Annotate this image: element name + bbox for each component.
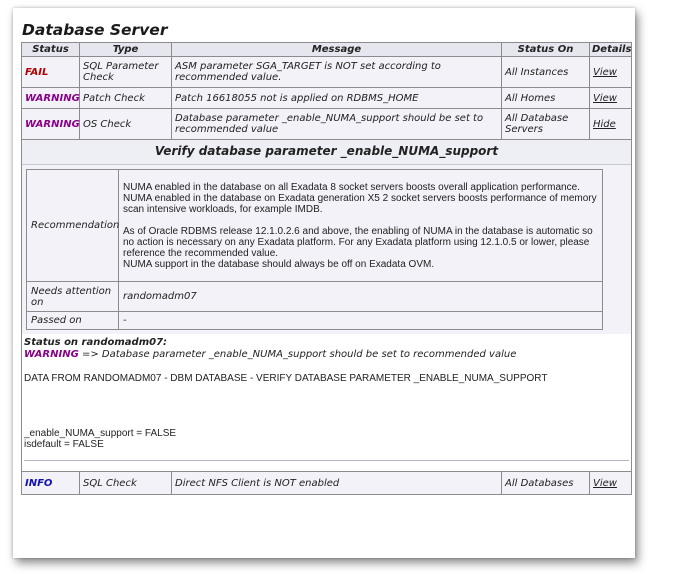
passed-on-value: - (119, 312, 603, 330)
needs-attention-value: randomadm07 (119, 282, 603, 312)
status-badge: WARNING (25, 92, 80, 104)
passed-on-row (27, 312, 603, 330)
detail-body (22, 165, 631, 334)
recommendation-row (27, 170, 603, 282)
check-status-on: All Instances (502, 57, 590, 88)
table-row (22, 88, 632, 109)
status-output (22, 334, 631, 471)
status-line (24, 349, 629, 360)
detail-panel (22, 140, 632, 472)
checks-table (21, 42, 632, 495)
status-badge: INFO (25, 477, 53, 489)
checks-table-header (22, 43, 632, 57)
check-message: Database parameter _enable_NUMA_support should be set to recommended value (172, 109, 502, 140)
detail-title: Verify database parameter _enable_NUMA_support (22, 140, 631, 165)
check-message: ASM parameter SGA_TARGET is NOT set according to recommended value. (172, 57, 502, 88)
check-message: Patch 16618055 not is applied on RDBMS_HOME (172, 88, 502, 109)
page-title: Database Server (22, 21, 168, 39)
needs-attention-label: Needs attention on (27, 282, 119, 312)
column-header-status: Status (22, 43, 80, 57)
check-type: SQL Parameter Check (80, 57, 172, 88)
view-details-link[interactable]: View (593, 66, 617, 78)
detail-table (26, 169, 603, 330)
divider (24, 460, 629, 461)
column-header-type: Type (80, 43, 172, 57)
check-message: Direct NFS Client is NOT enabled (172, 472, 502, 495)
report-content (21, 20, 631, 495)
passed-on-label: Passed on (27, 312, 119, 330)
status-badge: WARNING (25, 118, 80, 130)
command-output: _enable_NUMA_support = FALSE isdefault = FALSE (24, 428, 177, 450)
report-page (13, 8, 635, 558)
hide-details-link[interactable]: Hide (593, 118, 616, 130)
column-header-status-on: Status On (502, 43, 590, 57)
data-header: DATA FROM RANDOMADM07 - DBM DATABASE - VERIFY DATABASE PARAMETER _ENABLE_NUMA_SUPPORT (24, 373, 548, 384)
table-row (22, 472, 632, 495)
status-badge: WARNING (24, 349, 79, 360)
status-header: Status on randomadm07: (24, 337, 168, 348)
check-status-on: All Database Servers (502, 109, 590, 140)
recommendation-text: NUMA enabled in the database on all Exadata 8 socket servers boosts overall application performance. NUMA enabled in the database on Exadata generation X5 2 socket servers boosts performance of memory scan intensive workloads, for example IMDB. As of Oracle RDBMS release 12.1.0.2.6 and above, the enabling of NUMA in the database is automatic so no action is necessary on any Exadata platform. For any Exadata platform using 12.1.0.5 or lower, please reference the recommended value. NUMA support in the database should always be off on Exadata OVM. (123, 181, 597, 270)
status-message: => Database parameter _enable_NUMA_support should be set to recommended value (78, 349, 517, 360)
check-status-on: All Homes (502, 88, 590, 109)
column-header-message: Message (172, 43, 502, 57)
table-row (22, 109, 632, 140)
check-type: Patch Check (80, 88, 172, 109)
column-header-details: Details (590, 43, 632, 57)
check-type: OS Check (80, 109, 172, 140)
needs-attention-row (27, 282, 603, 312)
view-details-link[interactable]: View (593, 477, 617, 489)
recommendation-label: Recommendation (27, 170, 119, 282)
status-badge: FAIL (25, 66, 49, 78)
check-status-on: All Databases (502, 472, 590, 495)
view-details-link[interactable]: View (593, 92, 617, 104)
check-type: SQL Check (80, 472, 172, 495)
table-row (22, 57, 632, 88)
detail-row (22, 140, 632, 472)
